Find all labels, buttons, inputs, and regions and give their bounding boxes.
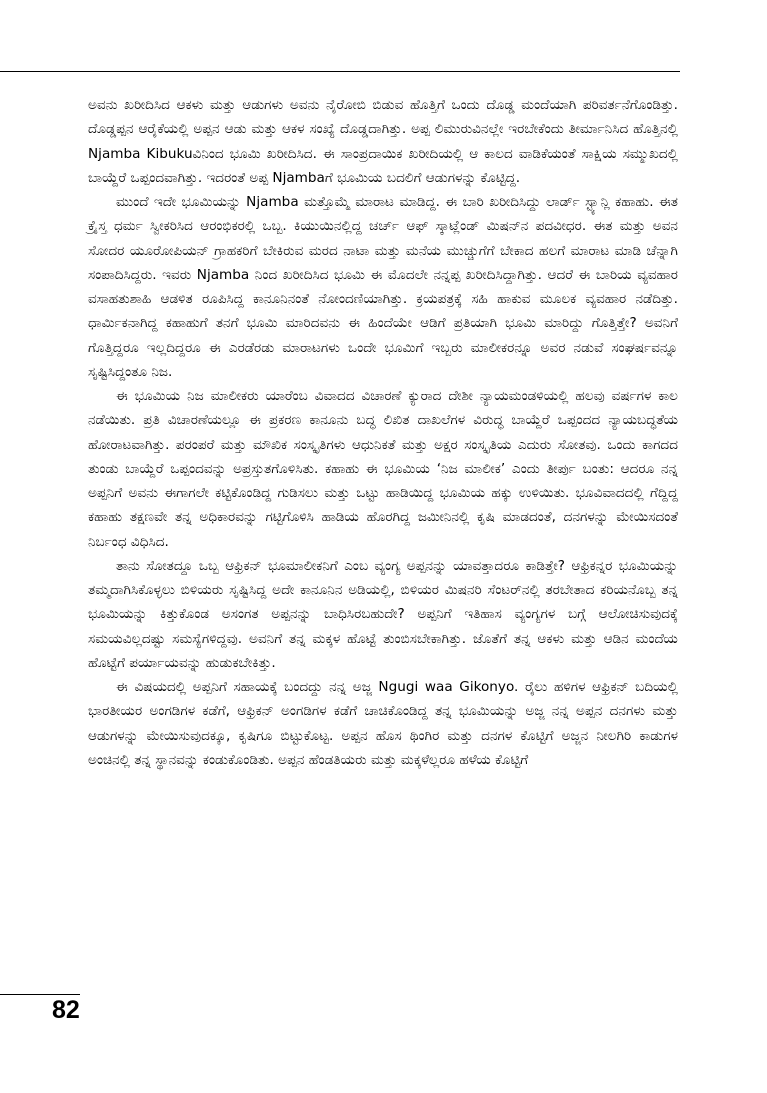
paragraph-4: ತಾನು ಸೋತದ್ದೂ ಒಬ್ಬ ಆಫ್ರಿಕನ್ ಭೂಮಾಲೀಕನಿಗೆ ಎಂಬ ವ್ಯಂಗ್ಯ ಅಪ್ಪನನ್ನು ಯಾವತ್ತಾದರೂ ಕಾಡಿತ್ತೇ? ಆಫ್ರಿಕನ್ನರ ಭೂಮಿಯನ್ನು ತಮ್ಮದಾಗಿಸಿಕೊಳ್ಳಲು ಬಿಳಿಯರು ಸೃಷ್ಟಿಸಿದ್ದ ಅದೇ ಕಾನೂನಿನ ಅಡಿಯಲ್ಲಿ, ಬಿಳಿಯರ ಮಿಷನರಿ ಸೆಂಟರ್‌ನಲ್ಲಿ ತರಬೇತಾದ ಕರಿಯನೊಬ್ಬ ತನ್ನ ಭೂಮಿಯನ್ನು ಕಿತ್ತುಕೊಂಡ ಅಸಂಗತ ಅಪ್ಪನನ್ನು ಬಾಧಿಸಿರಬಹುದೇ? ಅಪ್ಪನಿಗೆ ಇತಿಹಾಸ ವ್ಯಂಗ್ಯಗಳ ಬಗ್ಗೆ ಆಲೋಚಿಸುವುದಕ್ಕೆ ಸಮಯವಿಲ್ಲದಷ್ಟು ಸಮಸ್ಯೆಗಳಿದ್ದವು. ಅವನಿಗೆ ತನ್ನ ಮಕ್ಕಳ ಹೊಟ್ಟೆ ತುಂಬಿಸಬೇಕಾಗಿತ್ತು. ಜೊತೆಗೆ ತನ್ನ ಆಕಳು ಮತ್ತು ಆಡಿನ ಮಂದೆಯ ಹೊಟ್ಟೆಗೆ ಪರ್ಯಾಯವನ್ನು ಹುಡುಕಬೇಕಿತ್ತು. xyxy=(88,557,678,671)
paragraph-2: ಮುಂದೆ ಇದೇ ಭೂಮಿಯನ್ನು Njamba ಮತ್ತೊಮ್ಮೆ ಮಾರಾಟ ಮಾಡಿದ್ದ. ಈ ಬಾರಿ ಖರೀದಿಸಿದ್ದು ಲಾರ್ಡ್ ಸ್ಟ್ಯಾನ್ಲಿ ಕಹಾಹು. ಈತ ಕ್ರೈಸ್ತ ಧರ್ಮ ಸ್ವೀಕರಿಸಿದ ಆರಂಭಿಕರಲ್ಲಿ ಒಬ್ಬ. ಕಿಯುಯಿನಲ್ಲಿದ್ದ ಚರ್ಚ್ ಆಫ್ ಸ್ಕಾಟ್ಲೆಂಡ್ ಮಿಷನ್‌ನ ಪದವೀಧರ. ಈತ ಮತ್ತು ಅವನ ಸೋದರ ಯೂರೋಪಿಯನ್ ಗ್ರಾಹಕರಿಗೆ ಬೇಕಿರುವ ಮರದ ನಾಟಾ ಮತ್ತು ಮನೆಯ ಮುಚ್ಚುಗೆಗೆ ಬೇಕಾದ ಹಲಗೆ ಮಾರಾಟ ಮಾಡಿ ಚೆನ್ನಾಗಿ ಸಂಪಾದಿಸಿದ್ದರು. ಇವರು Njamba ನಿಂದ ಖರೀದಿಸಿದ ಭೂಮಿ ಈ ಮೊದಲೇ ನನ್ನಪ್ಪ ಖರೀದಿಸಿದ್ದಾಗಿತ್ತು. ಆದರೆ ಈ ಬಾರಿಯ ವ್ಯವಹಾರ ವಸಾಹತುಶಾಹಿ ಆಡಳಿತ ರೂಪಿಸಿದ್ದ ಕಾನೂನಿನಂತೆ ನೋಂದಣಿಯಾಗಿತ್ತು. ಕ್ರಯಪತ್ರಕ್ಕೆ ಸಹಿ ಹಾಕುವ ಮೂಲಕ ವ್ಯವಹಾರ ನಡೆದಿತ್ತು. ಧಾರ್ಮಿಕನಾಗಿದ್ದ ಕಹಾಹುಗೆ ತನಗೆ ಭೂಮಿ ಮಾರಿದವನು ಈ ಹಿಂದೆಯೇ ಆಡಿಗೆ ಪ್ರತಿಯಾಗಿ ಭೂಮಿ ಮಾರಿದ್ದು ಗೊತ್ತಿತ್ತೇ? ಅವನಿಗೆ ಗೊತ್ತಿದ್ದರೂ ಇಲ್ಲದಿದ್ದರೂ ಈ ಎರಡೆರಡು ಮಾರಾಟಗಳು ಒಂದೇ ಭೂಮಿಗೆ ಇಬ್ಬರು ಮಾಲೀಕರನ್ನೂ ಅವರ ನಡುವೆ ಸಂಘರ್ಷವನ್ನೂ ಸೃಷ್ಟಿಸಿದ್ದಂತೂ ನಿಜ. xyxy=(88,194,678,380)
paragraph-1: ಅವನು ಖರೀದಿಸಿದ ಆಕಳು ಮತ್ತು ಆಡುಗಳು ಅವನು ನೈರೋಬಿ ಬಿಡುವ ಹೊತ್ತಿಗೆ ಒಂದು ದೊಡ್ಡ ಮಂದೆಯಾಗಿ ಪರಿವರ್ತನೆಗೊಂಡಿತ್ತು. ದೊಡ್ಡಪ್ಪನ ಆರೈಕೆಯಲ್ಲಿ ಅಪ್ಪನ ಆಡು ಮತ್ತು ಆಕಳ ಸಂಖ್ಯೆ ದೊಡ್ಡದಾಗಿತ್ತು. ಅಪ್ಪ ಲಿಮುರುವಿನಲ್ಲೇ ಇರಬೇಕೆಂದು ತೀರ್ಮಾನಿಸಿದ ಹೊತ್ತಿನಲ್ಲಿ Njamba Kibukuವಿನಿಂದ ಭೂಮಿ ಖರೀದಿಸಿದ. ಈ ಸಾಂಪ್ರದಾಯಿಕ ಖರೀದಿಯಲ್ಲಿ ಆ ಕಾಲದ ವಾಡಿಕೆಯಂತೆ ಸಾಕ್ಷಿಯ ಸಮ್ಮುಖದಲ್ಲಿ ಬಾಯ್ದೆರೆ ಒಪ್ಪಂದವಾಗಿತ್ತು. ಇದರಂತೆ ಅಪ್ಪ Njambaಗೆ ಭೂಮಿಯ ಬದಲಿಗೆ ಆಡುಗಳನ್ನು ಕೊಟ್ಟಿದ್ದ. xyxy=(88,97,678,186)
paragraph-5: ಈ ವಿಷಯದಲ್ಲಿ ಅಪ್ಪನಿಗೆ ಸಹಾಯಕ್ಕೆ ಬಂದದ್ದು ನನ್ನ ಅಜ್ಜ Ngugi waa Gikonyo. ರೈಲು ಹಳಿಗಳ ಆಫ್ರಿಕನ್ ಬದಿಯಲ್ಲಿ ಭಾರತೀಯರ ಅಂಗಡಿಗಳ ಕಡೆಗೆ, ಆಫ್ರಿಕನ್ ಅಂಗಡಿಗಳ ಕಡೆಗೆ ಚಾಚಿಕೊಂಡಿದ್ದ ತನ್ನ ಭೂಮಿಯನ್ನು ಅಜ್ಜ ನನ್ನ ಅಪ್ಪನ ದನಗಳು ಮತ್ತು ಆಡುಗಳನ್ನು ಮೇಯಿಸುವುದಕ್ಕೂ, ಕೃಷಿಗೂ ಬಿಟ್ಟುಕೊಟ್ಟ. ಅಪ್ಪನ ಹೊಸ ಥಿಂಗಿರ ಮತ್ತು ದನಗಳ ಕೊಟ್ಟಿಗೆ ಅಜ್ಜನ ನೀಲಗಿರಿ ಕಾಡುಗಳ ಅಂಚಿನಲ್ಲಿ ತನ್ನ ಸ್ಥಾನವನ್ನು ಕಂಡುಕೊಂಡಿತು. ಅಪ್ಪನ ಹೆಂಡತಿಯರು ಮತ್ತು ಮಕ್ಕಳೆಲ್ಲರೂ ಹಳೆಯ ಕೊಟ್ಟಿಗೆ xyxy=(88,679,678,768)
page-number: 82 xyxy=(52,996,80,1024)
paragraph-3: ಈ ಭೂಮಿಯ ನಿಜ ಮಾಲೀಕರು ಯಾರೆಂಬ ವಿವಾದದ ವಿಚಾರಣೆ ಕ್ಯುರಾದ ದೇಶೀ ನ್ಯಾಯಮಂಡಳಿಯಲ್ಲಿ ಹಲವು ವರ್ಷಗಳ ಕಾಲ ನಡೆಯಿತು. ಪ್ರತಿ ವಿಚಾರಣೆಯಲ್ಲೂ ಈ ಪ್ರಕರಣ ಕಾನೂನು ಬದ್ಧ ಲಿಖಿತ ದಾಖಲೆಗಳ ವಿರುದ್ಧ ಬಾಯ್ದೆರೆ ಒಪ್ಪಂದದ ನ್ಯಾಯಬದ್ಧತೆಯ ಹೋರಾಟವಾಗಿತ್ತು. ಪರಂಪರೆ ಮತ್ತು ಮೌಖಿಕ ಸಂಸ್ಕೃತಿಗಳು ಆಧುನಿಕತೆ ಮತ್ತು ಅಕ್ಷರ ಸಂಸ್ಕೃತಿಯ ಎದುರು ಸೋತವು. ಒಂದು ಕಾಗದದ ತುಂಡು ಬಾಯ್ದೆರೆ ಒಪ್ಪಂದವನ್ನು ಅಪ್ರಸ್ತುತಗೊಳಿಸಿತು. ಕಹಾಹು ಈ ಭೂಮಿಯ ‘ನಿಜ ಮಾಲೀಕ’ ಎಂದು ತೀರ್ಪು ಬಂತು: ಆದರೂ ನನ್ನ ಅಪ್ಪನಿಗೆ ಅವನು ಈಗಾಗಲೇ ಕಟ್ಟಿಕೊಂಡಿದ್ದ ಗುಡಿಸಲು ಮತ್ತು ಒಟ್ಟು ಹಾಡಿಯಿದ್ದ ಭೂಮಿಯ ಹಕ್ಕು ಉಳಿಯಿತು. ಭೂವಿವಾದದಲ್ಲಿ ಗೆದ್ದಿದ್ದ ಕಹಾಹು ತಕ್ಷಣವೇ ತನ್ನ ಅಧಿಕಾರವನ್ನು ಗಟ್ಟಿಗೊಳಿಸಿ ಹಾಡಿಯ ಹೊರಗಿದ್ದ ಜಮೀನಿನಲ್ಲಿ ಕೃಷಿ ಮಾಡದಂತೆ, ದನಗಳನ್ನು ಮೇಯಿಸದಂತೆ ನಿರ್ಬಂಧ ವಿಧಿಸಿದ. xyxy=(88,388,678,550)
footer-rule xyxy=(0,994,80,995)
body-text xyxy=(88,93,678,772)
header-rule xyxy=(0,71,680,72)
